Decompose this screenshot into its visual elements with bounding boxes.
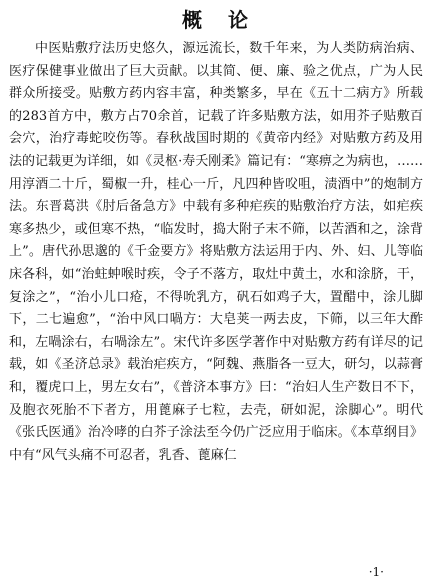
body-text	[9, 38, 423, 467]
page-title: 概论	[182, 8, 274, 32]
body-paragraph: 中医贴敷疗法历史悠久，源远流长，数千年来，为人类防病治病、医疗保健事业做出了巨大贡献。以其简、便、廉、验之优点，广为人民群众所接受。贴敷方药内容丰富，种类繁多，早在《五十二病方》所载的283首方中，敷方占70余首，记载了许多贴敷方法，如用芥子贴敷百会穴，治疗毒蛇咬伤等。春秋战国时期的《黄帝内经》对贴敷方药及用法的记载更为详细，如《灵枢·寿夭刚柔》篇记有：“寒痹之为病也，……用淳酒二十斤，蜀椒一升，桂心一斤，凡四种皆㕮咀，渍酒中”的炮制方法。东晋葛洪《肘后备急方》中载有多种疟疾的贴敷治疗方法，如疟疾寒多热少，或但寒不热，“临发时，捣大附子末不筛，以苦酒和之，涂背上”。唐代孙思邈的《千金要方》将贴敷方法运用于内、外、妇、儿等临床各科，如“治蛀蚛喉时疾，令子不落方，取灶中黄土，水和涂脐，干，复涂之”，“治小儿口疮，不得吮乳方，矾石如鸡子大，置醋中，涂儿脚下，二七遍愈”，“治中风口喎方：大皂荚一两去皮，下筛，以三年大酢和，左喎涂右，右喎涂左”。宋代许多医学著作中对贴敷方药有详尽的记载，如《圣济总录》载治疟疾方，“阿魏、燕脂各一豆大，研匀，以蒜膏和，覆虎口上，男左女右”，《普济本事方》曰：“治妇人生产数日不下，及胞衣死胎不下者方，用蓖麻子七粒，去壳，研如泥，涂脚心”。明代《张氏医通》治冷哮的白芥子涂法至今仍广泛应用于临床。《本草纲目》中有“风气头痛不可忍者，乳香、蓖麻仁	[9, 41, 423, 463]
page-number: ·1·	[368, 565, 384, 579]
